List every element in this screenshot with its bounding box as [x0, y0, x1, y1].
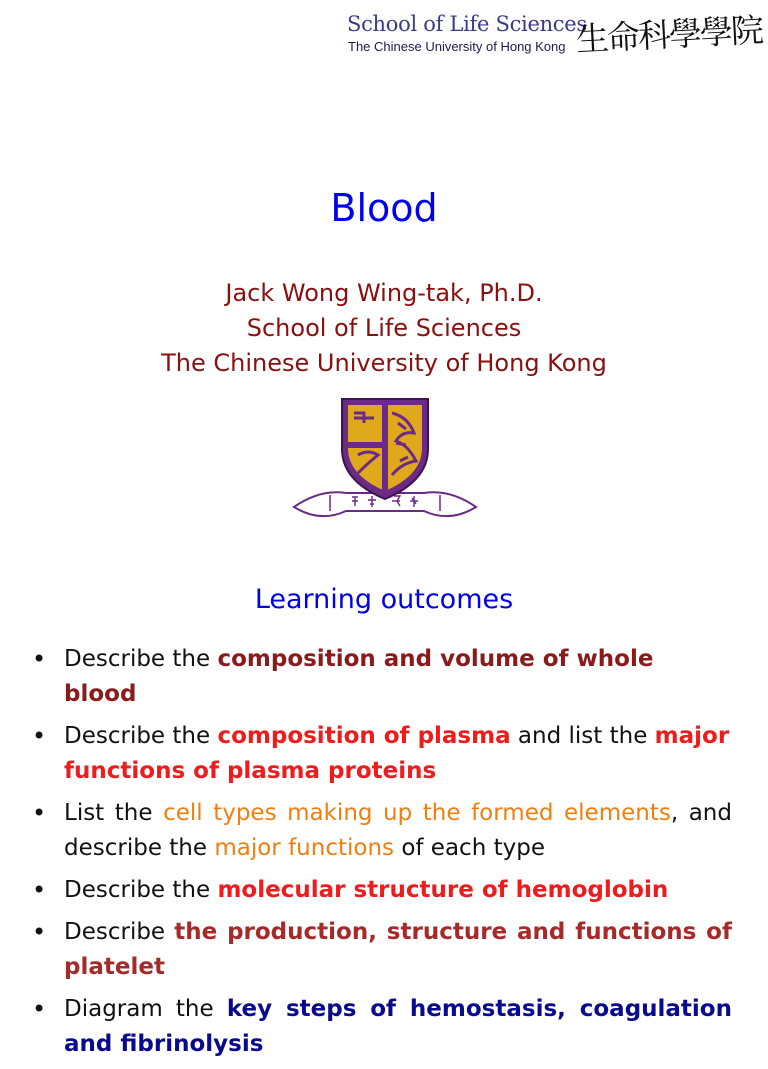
outcome-highlight: key steps of hemostasis, coagulation and fibrinolysis: [64, 996, 732, 1057]
list-item: [32, 873, 732, 908]
slide-title: Blood: [330, 186, 438, 230]
outcome-highlight: major functions: [214, 835, 395, 861]
list-item: [32, 915, 732, 985]
cuhk-emblem-icon: [290, 393, 480, 525]
outcome-text: Describe the: [64, 646, 218, 672]
header-university-name: The Chinese University of Hong Kong: [348, 39, 566, 54]
outcome-highlight: composition and volume of whole blood: [64, 646, 654, 707]
outcome-highlight: molecular structure of hemoglobin: [217, 877, 669, 903]
outcome-text: of each type: [394, 835, 545, 861]
outcome-highlight: cell types making up the formed elements: [163, 800, 671, 826]
list-item: [32, 719, 732, 789]
header-logo: [344, 8, 764, 70]
list-item: [32, 796, 732, 866]
author-block: [0, 276, 768, 381]
outcome-text: Describe: [64, 919, 175, 945]
list-item: [32, 992, 732, 1062]
outcome-text: Describe the: [64, 723, 218, 749]
outcome-highlight: composition of plasma: [217, 723, 511, 749]
header-school-name: School of Life Sciences: [347, 12, 587, 36]
outcome-text: Diagram the: [64, 996, 227, 1022]
outcomes-list: [32, 642, 732, 1069]
header-chinese-name: 生命科學學院: [575, 10, 763, 59]
outcome-text: , and describe the: [64, 800, 732, 861]
outcome-text: List the: [64, 800, 164, 826]
author-university: The Chinese University of Hong Kong: [161, 349, 607, 377]
author-name: Jack Wong Wing-tak, Ph.D.: [225, 279, 543, 307]
outcome-highlight: the production, structure and functions of platelet: [64, 919, 732, 980]
list-item: [32, 642, 732, 712]
outcomes-heading: Learning outcomes: [254, 584, 514, 615]
outcome-highlight: major functions of plasma proteins: [64, 723, 730, 784]
outcome-text: and list the: [510, 723, 655, 749]
outcome-text: Describe the: [64, 877, 218, 903]
author-school: School of Life Sciences: [246, 314, 522, 342]
